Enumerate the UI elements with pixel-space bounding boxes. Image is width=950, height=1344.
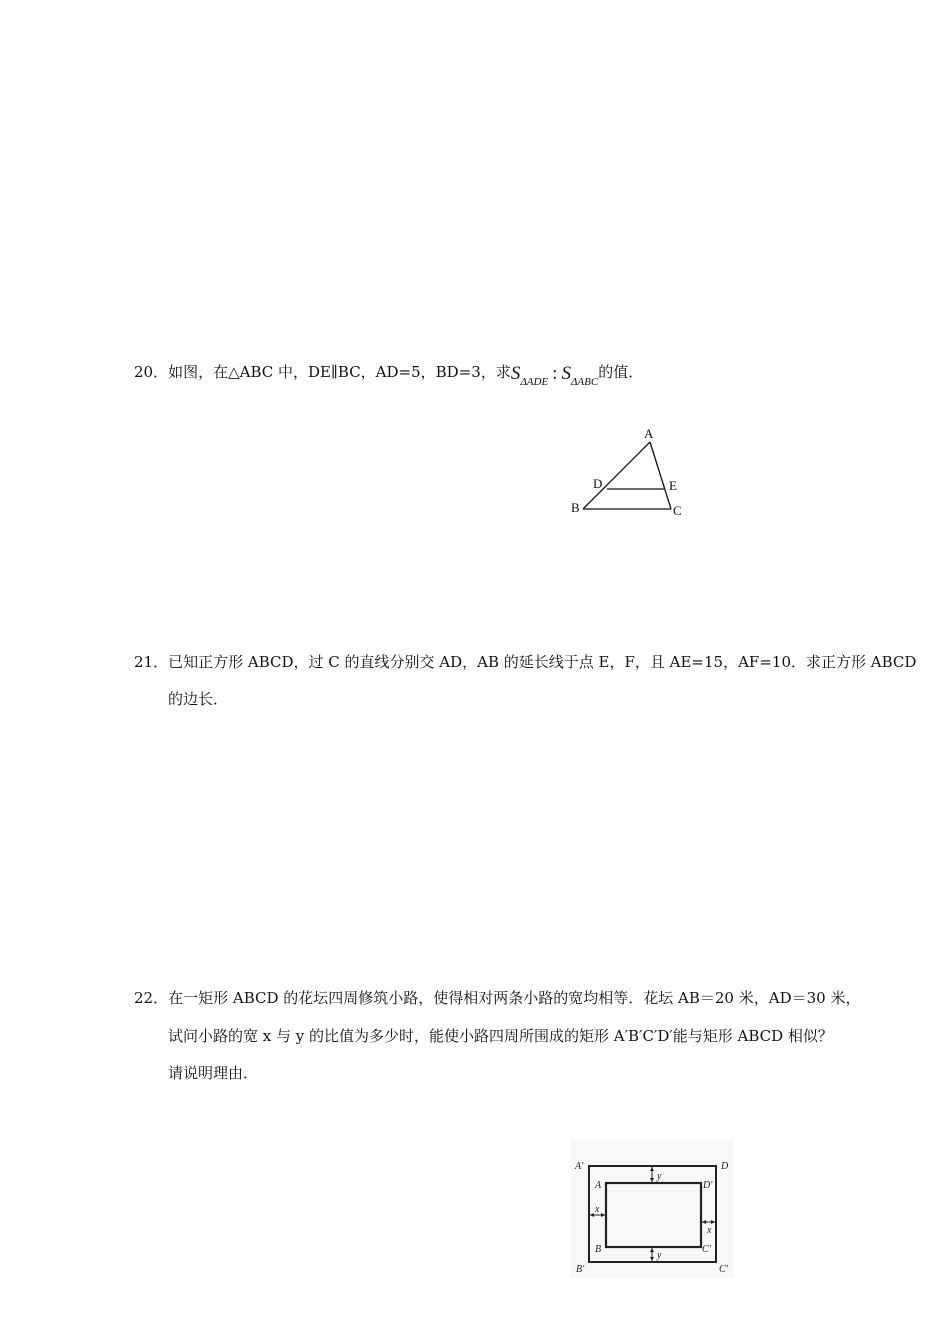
side-ac bbox=[650, 442, 671, 509]
question-22-line-3: 请说明理由． bbox=[168, 1064, 259, 1082]
garden-figure bbox=[568, 1138, 738, 1280]
question-20-prefix: 20．如图，在△ABC 中，DE∥BC，AD=5，BD=3，求 bbox=[134, 363, 511, 381]
question-21-line-2: 的边长． bbox=[168, 690, 229, 708]
label-inner-b: B bbox=[595, 1244, 602, 1255]
triangle-figure bbox=[565, 422, 695, 522]
label-inner-a: A bbox=[595, 1180, 602, 1191]
label-outer-a: A' bbox=[575, 1161, 584, 1172]
label-y-top: y bbox=[657, 1171, 662, 1182]
label-x-right: x bbox=[707, 1225, 712, 1236]
label-c: C bbox=[673, 503, 682, 518]
label-a: A bbox=[644, 426, 654, 441]
label-outer-b: B' bbox=[576, 1264, 585, 1275]
label-e: E bbox=[669, 478, 677, 493]
label-x-left: x bbox=[595, 1204, 600, 1215]
label-d: D bbox=[593, 476, 603, 491]
label-outer-d: D bbox=[721, 1161, 729, 1172]
question-20 bbox=[134, 362, 644, 388]
label-inner-c: C' bbox=[702, 1244, 711, 1255]
label-outer-c: C' bbox=[719, 1264, 728, 1275]
question-20-suffix: 的值． bbox=[598, 363, 644, 381]
label-b: B bbox=[571, 500, 580, 515]
question-21-line-1: 21．已知正方形 ABCD，过 C 的直线分别交 AD，AB 的延长线于点 E，F，且 AE=15，AF=10．求正方形 ABCD bbox=[134, 653, 917, 671]
question-22-line-1: 22．在一矩形 ABCD 的花坛四周修筑小路，使得相对两条小路的宽均相等．花坛 AB＝20 米，AD＝30 米， bbox=[134, 989, 861, 1007]
label-inner-d: D' bbox=[703, 1180, 713, 1191]
label-y-bottom: y bbox=[657, 1250, 662, 1261]
area-ratio-formula: $S_{\Delta ADE}$ : $S_{\Delta ABC}$ bbox=[510, 363, 599, 388]
question-22-line-2: 试问小路的宽 x 与 y 的比值为多少时，能使小路四周所围成的矩形 A′B′C′D′能与矩形 ABCD 相似？ bbox=[168, 1027, 833, 1045]
